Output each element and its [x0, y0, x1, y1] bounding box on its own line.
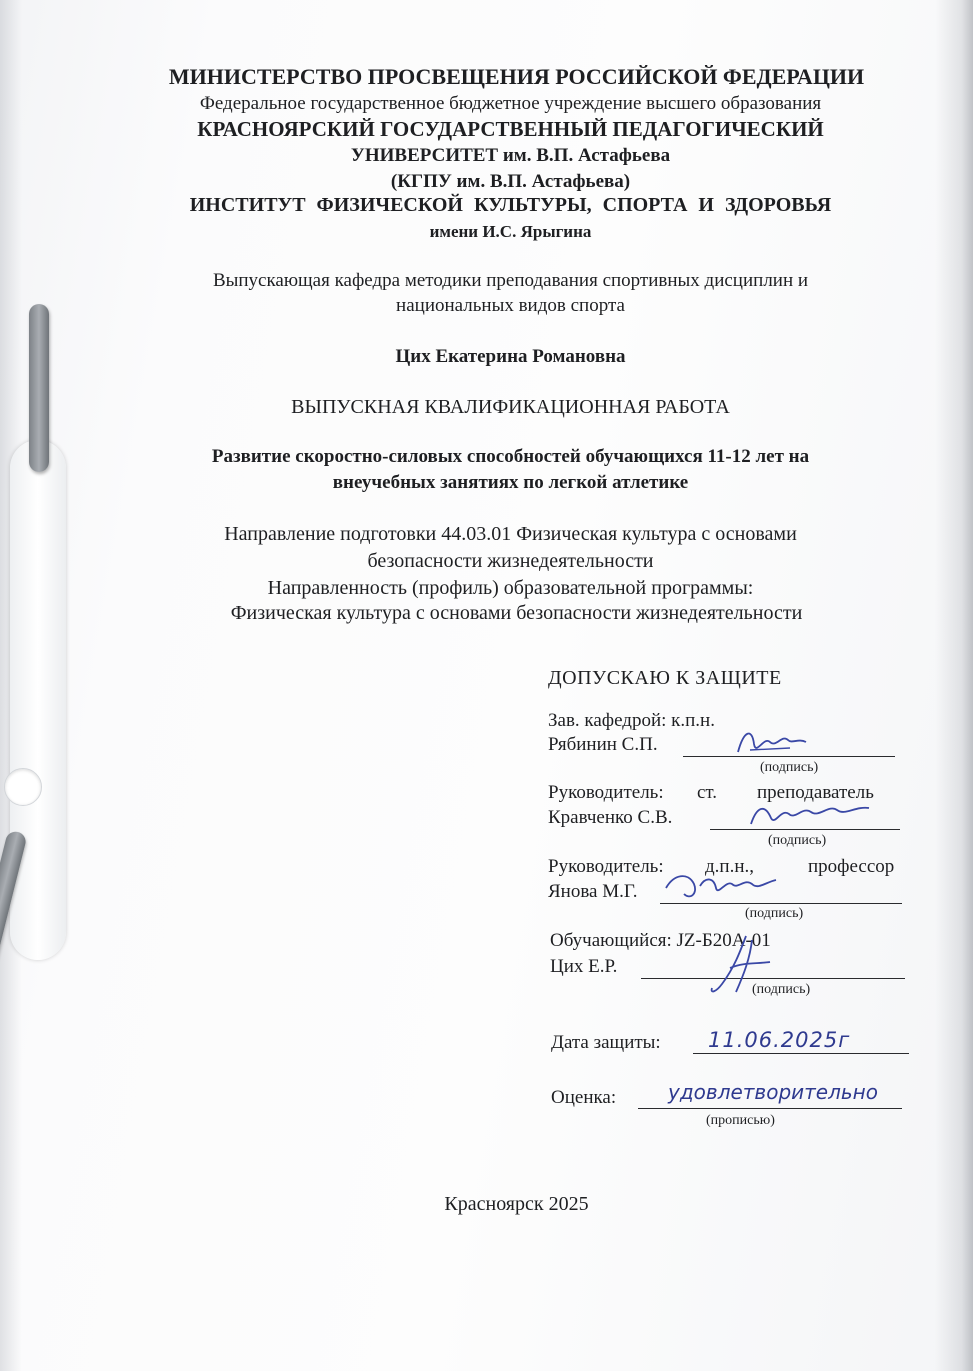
author-name: Цих Екатерина Романовна	[395, 346, 626, 367]
supervisor1-signature-label: (подпись)	[768, 833, 827, 848]
approval-heading: ДОПУСКАЮ К ЗАЩИТЕ	[548, 667, 782, 689]
institute-name: ИНСТИТУТ ФИЗИЧЕСКОЙ КУЛЬТУРЫ, СПОРТА И ЗДОРОВЬЯ	[189, 194, 832, 216]
department-line1: Выпускающая кафедра методики преподавания спортивных дисциплин и	[212, 270, 809, 291]
supervisor2-name: Янова М.Г.	[548, 881, 638, 902]
supervisor2-signature-label: (подпись)	[745, 906, 804, 921]
defense-date-line	[693, 1053, 909, 1054]
grade-hint: (прописью)	[706, 1113, 775, 1128]
institution-type: Федеральное государственное бюджетное учреждение высшего образования	[199, 93, 822, 114]
student-signature-label: (подпись)	[752, 982, 811, 997]
city-year: Красноярск 2025	[444, 1193, 589, 1215]
head-role: Зав. кафедрой: к.п.н.	[548, 710, 715, 731]
supervisor1-name: Кравченко С.В.	[548, 807, 673, 828]
university-abbreviation: (КГПУ им. В.П. Астафьева)	[390, 171, 631, 192]
grade-label: Оценка:	[551, 1087, 617, 1108]
binder-hole	[4, 768, 42, 806]
institute-honorific: имени И.С. Ярыгина	[429, 222, 592, 241]
ministry-name: МИНИСТЕРСТВО ПРОСВЕЩЕНИЯ РОССИЙСКОЙ ФЕДЕРАЦИИ	[168, 64, 865, 89]
supervisor1-role-a: Руководитель:	[548, 782, 664, 803]
student-role: Обучающийся: JZ-Б20А-01	[550, 930, 771, 951]
direction-line2: безопасности жизнедеятельности	[367, 550, 654, 572]
supervisor1-role-b: ст.	[697, 782, 718, 803]
profile-line1: Направленность (профиль) образовательной программы:	[267, 577, 754, 599]
university-name-line1: КРАСНОЯРСКИЙ ГОСУДАРСТВЕННЫЙ ПЕДАГОГИЧЕСКИЙ	[197, 117, 824, 141]
thesis-title-line2: внеучебных занятиях по легкой атлетике	[332, 472, 689, 493]
work-type: ВЫПУСКНАЯ КВАЛИФИКАЦИОННАЯ РАБОТА	[291, 396, 730, 418]
supervisor1-signature	[745, 796, 875, 836]
defense-date-label: Дата защиты:	[551, 1032, 661, 1053]
profile-line2: Физическая культура с основами безопасности жизнедеятельности	[230, 602, 803, 624]
thesis-title-line1: Развитие скоростно-силовых способностей обучающихся 11-12 лет на	[211, 446, 810, 467]
supervisor1-role-c: преподаватель	[757, 782, 874, 803]
grade-value: удовлетворительно	[668, 1080, 878, 1104]
supervisor2-role-a: Руководитель:	[548, 856, 664, 877]
binder-fastener-strip	[10, 440, 66, 960]
university-name-line2: УНИВЕРСИТЕТ им. В.П. Астафьева	[350, 145, 671, 166]
grade-line	[638, 1108, 902, 1109]
supervisor2-role-c: профессор	[808, 856, 895, 877]
direction-line1: Направление подготовки 44.03.01 Физическая культура с основами	[224, 523, 797, 545]
head-signature	[730, 722, 810, 762]
head-name: Рябинин С.П.	[548, 734, 658, 755]
supervisor2-signature	[660, 866, 780, 908]
department-line2: национальных видов спорта	[396, 295, 625, 316]
student-name: Цих Е.Р.	[550, 956, 618, 977]
defense-date-value: 11.06.2025г	[708, 1028, 851, 1052]
head-signature-label: (подпись)	[760, 760, 819, 775]
supervisor2-role-b: д.п.н.,	[705, 856, 755, 877]
